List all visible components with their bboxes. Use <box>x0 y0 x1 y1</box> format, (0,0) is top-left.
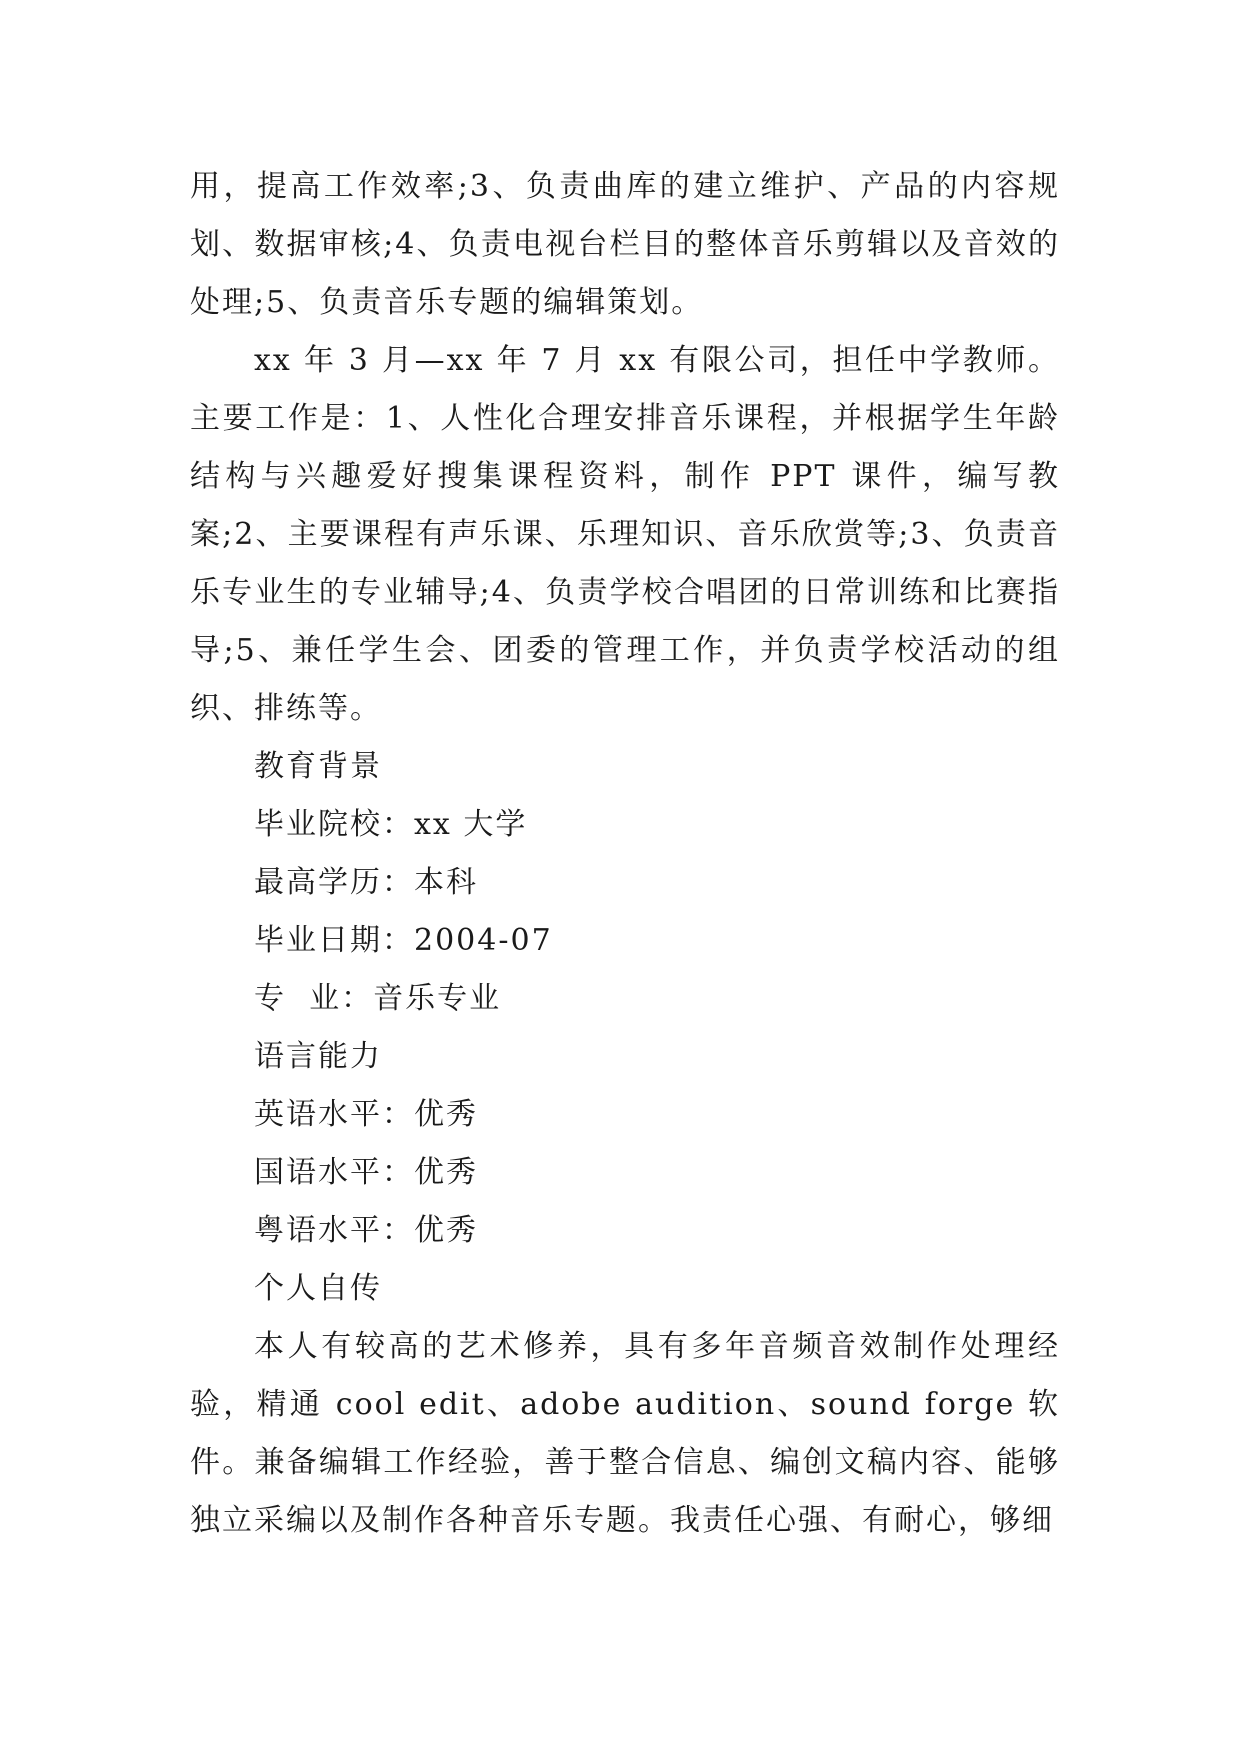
language-heading: 语言能力 <box>254 1039 382 1074</box>
language-cantonese: 粤语水平：优秀 <box>254 1213 478 1248</box>
language-english: 英语水平：优秀 <box>254 1097 478 1132</box>
education-heading: 教育背景 <box>254 749 382 784</box>
document-body <box>190 158 1060 1550</box>
experience-paragraph: xx 年 3 月—xx 年 7 月 xx 有限公司，担任中学教师。主要工作是：1、人性化合理安排音乐课程，并根据学生年龄结构与兴趣爱好搜集课程资料，制作 PPT 课件，编写教案;2、主要课程有声乐课、乐理知识、音乐欣赏等;3、负责音乐专业生的专业辅导;4、负责学校合唱团的日常训练和比赛指导;5、兼任学生会、团委的管理工作，并负责学校活动的组织、排练等。 <box>190 343 1060 726</box>
education-school: 毕业院校：xx 大学 <box>254 807 528 842</box>
continued-paragraph: 用，提高工作效率;3、负责曲库的建立维护、产品的内容规划、数据审核;4、负责电视台栏目的整体音乐剪辑以及音效的处理;5、负责音乐专题的编辑策划。 <box>190 169 1060 320</box>
self-intro-paragraph: 本人有较高的艺术修养，具有多年音频音效制作处理经验，精通 cool edit、adobe audition、sound forge 软件。兼备编辑工作经验，善于整合信息、编创文稿内容、能够独立采编以及制作各种音乐专题。我责任心强、有耐心，够细 <box>190 1329 1060 1538</box>
language-mandarin: 国语水平：优秀 <box>254 1155 478 1190</box>
education-major: 专 业：音乐专业 <box>254 981 502 1016</box>
education-graduation-date: 毕业日期：2004-07 <box>254 923 553 958</box>
education-degree: 最高学历：本科 <box>254 865 478 900</box>
self-intro-heading: 个人自传 <box>254 1271 382 1306</box>
